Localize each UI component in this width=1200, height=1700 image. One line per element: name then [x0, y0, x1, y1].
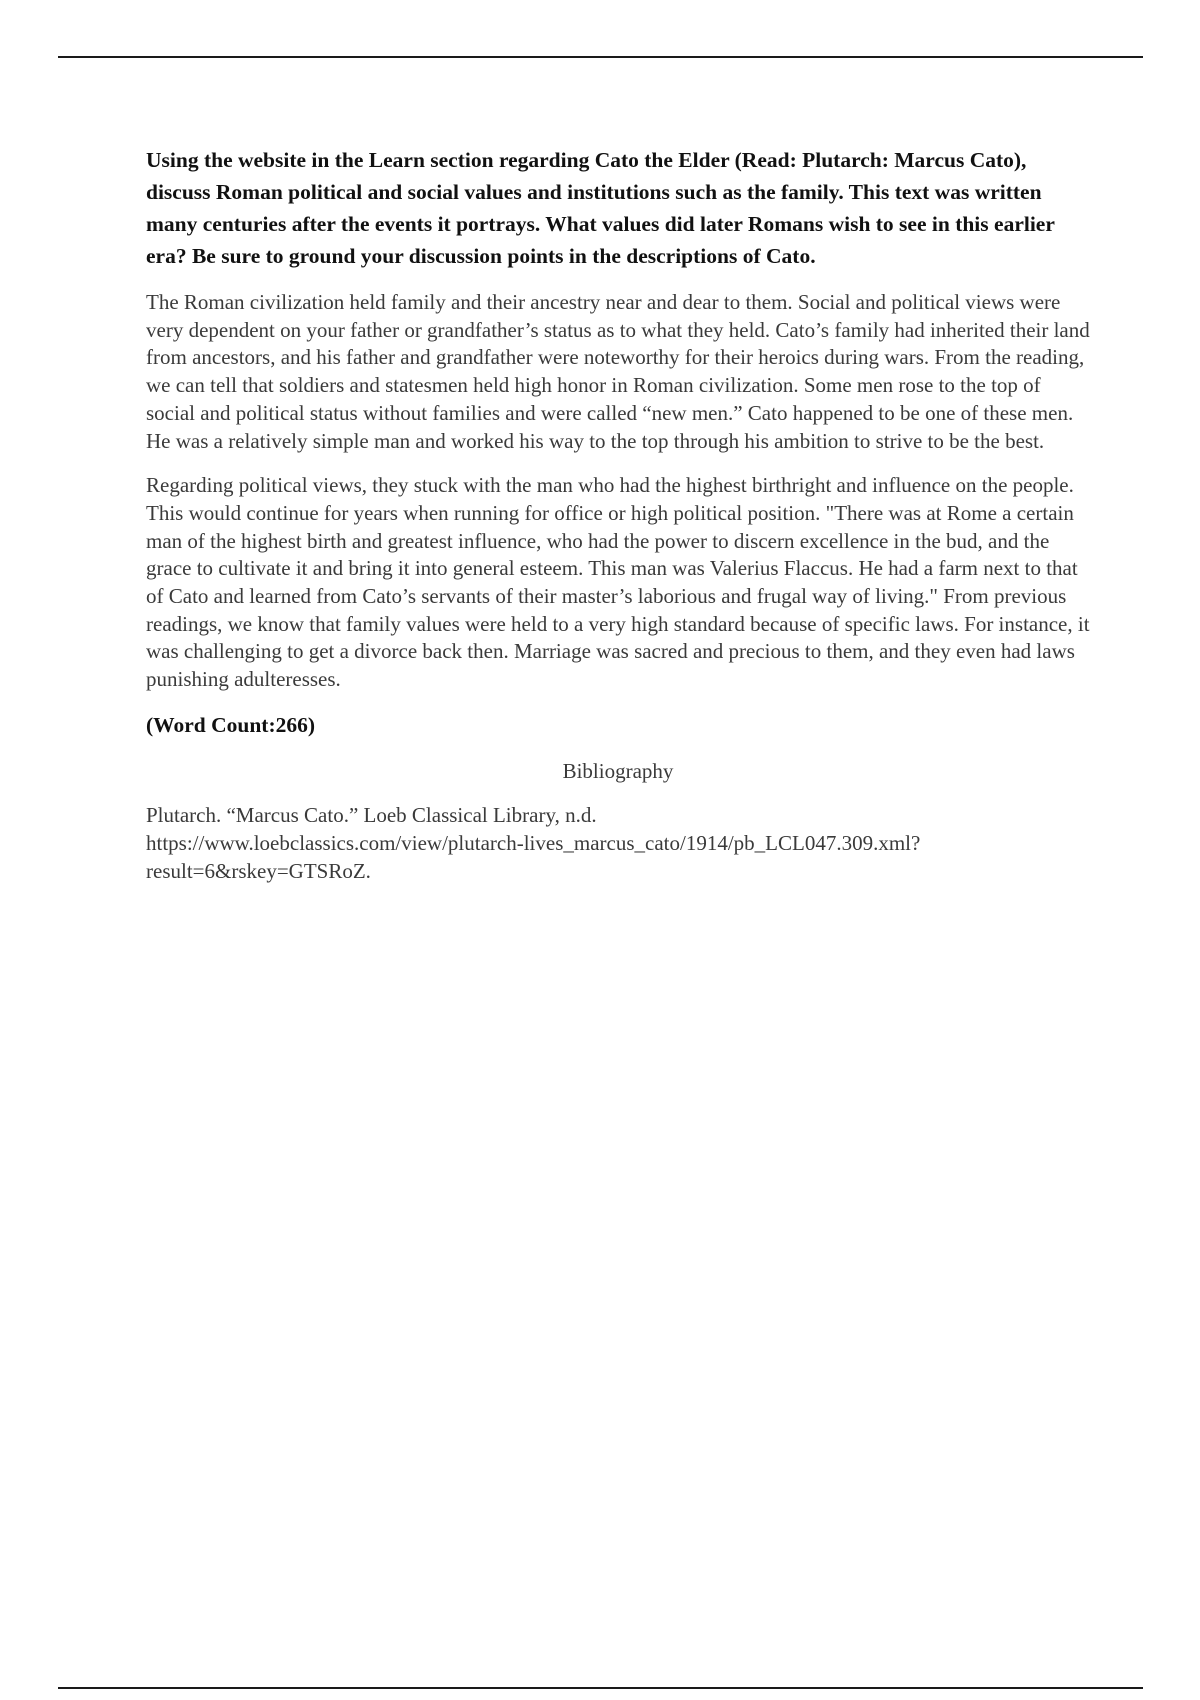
- assignment-prompt: Using the website in the Learn section regarding Cato the Elder (Read: Plutarch: Marcus Cato), discuss Roman political and social values and institutions such as the family. This text was written many centuries after the events it portrays. What values did later Romans wish to see in this earlier era? Be sure to ground your discussion points in the descriptions of Cato.: [146, 148, 1055, 268]
- paragraph-family-ancestry: The Roman civilization held family and their ancestry near and dear to them. Social and political views were very dependent on your father or grandfather’s status as to what they held. Cato’s family had inherited their land from ancestors, and his father and grandfather were noteworthy for their heroics during wars. From the reading, we can tell that soldiers and statesmen held high honor in Roman civilization. Some men rose to the top of social and political status without families and were called “new men.” Cato happened to be one of these men. He was a relatively simple man and worked his way to the top through his ambition to strive to be the best.: [146, 290, 1090, 453]
- paragraph-political-views: Regarding political views, they stuck with the man who had the highest birthright and influence on the people. This would continue for years when running for office or high political position. "There was at Rome a certain man of the highest birth and greatest influence, who had the power to discern excellence in the bud, and the grace to cultivate it and bring it into general esteem. This man was Valerius Flaccus. He had a farm next to that of Cato and learned from Cato’s servants of their master’s laborious and frugal way of living." From previous readings, we know that family values were held to a very high standard because of specific laws. For instance, it was challenging to get a divorce back then. Marriage was sacred and precious to them, and they even had laws punishing adulteresses.: [146, 473, 1090, 692]
- document-body: [146, 144, 1090, 885]
- bibliography-heading: Bibliography: [562, 758, 674, 783]
- bottom-rule: [58, 1687, 1143, 1689]
- word-count: (Word Count:266): [146, 712, 316, 737]
- bibliography-url[interactable]: https://www.loebclassics.com/view/plutarch-lives_marcus_cato/1914/pb_LCL047.309.xml?: [146, 830, 921, 855]
- top-rule: [58, 56, 1143, 58]
- bibliography-citation: Plutarch. “Marcus Cato.” Loeb Classical Library, n.d.: [146, 802, 597, 827]
- bibliography-url-tail[interactable]: result=6&rskey=GTSRoZ.: [146, 858, 371, 883]
- bibliography-entry: [146, 801, 1090, 885]
